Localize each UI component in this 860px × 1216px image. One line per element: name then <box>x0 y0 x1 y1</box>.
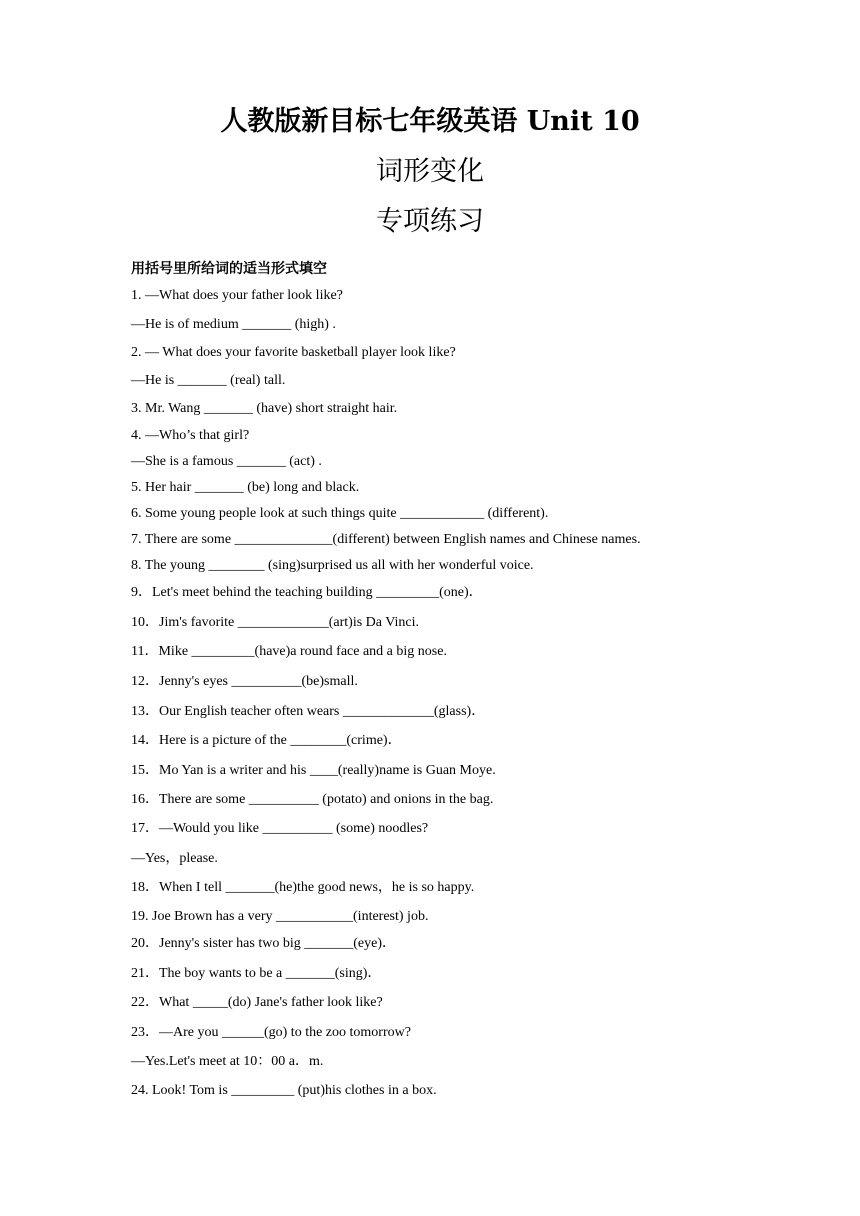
exercise-line: 12．Jenny's eyes __________(be)small. <box>131 674 358 689</box>
exercise-line: —He is _______ (real) tall. <box>131 373 286 388</box>
exercise-line: 2. — What does your favorite basketball player look like? <box>131 345 456 360</box>
exercise-line: 9．Let's meet behind the teaching building _________(one)． <box>131 585 483 600</box>
instruction: 用括号里所给词的适当形式填空 <box>131 261 327 277</box>
document-subtitle: 词形变化 <box>376 156 484 187</box>
exercise-line: 22．What _____(do) Jane's father look like? <box>131 995 383 1010</box>
exercise-line: 18．When I tell _______(he)the good news，he is so happy. <box>131 880 475 895</box>
exercise-line: 14．Here is a picture of the ________(crime)． <box>131 733 402 748</box>
exercise-line: —He is of medium _______ (high) . <box>131 317 336 332</box>
exercise-line: 11．Mike _________(have)a round face and a big nose. <box>131 644 447 659</box>
exercise-line: —Yes，please. <box>131 851 218 866</box>
exercise-line: 3. Mr. Wang _______ (have) short straight hair. <box>131 401 398 416</box>
exercise-line: 13．Our English teacher often wears _____________(glass)． <box>131 704 486 719</box>
exercise-line: 1. —What does your father look like? <box>131 288 343 303</box>
exercise-line: 20．Jenny's sister has two big _______(eye)． <box>131 936 396 951</box>
exercise-line: —She is a famous _______ (act) . <box>131 454 322 469</box>
exercise-line: 23．—Are you ______(go) to the zoo tomorrow? <box>131 1025 411 1040</box>
document-title: 人教版新目标七年级英语 Unit 10 <box>220 106 640 137</box>
exercise-line: 7. There are some ______________(different) between English names and Chinese names. <box>131 532 641 547</box>
exercise-line: 16．There are some __________ (potato) and onions in the bag. <box>131 792 494 807</box>
exercise-line: 24. Look! Tom is _________ (put)his clothes in a box. <box>131 1083 437 1098</box>
exercise-line: 4. —Who’s that girl? <box>131 428 250 443</box>
exercise-line: 8. The young ________ (sing)surprised us all with her wonderful voice. <box>131 558 534 573</box>
exercise-line: 17．—Would you like __________ (some) noodles? <box>131 821 429 836</box>
exercise-line: 10．Jim's favorite _____________(art)is Da Vinci. <box>131 615 419 630</box>
exercise-line: 19. Joe Brown has a very ___________(interest) job. <box>131 909 429 924</box>
document-subtitle-2: 专项练习 <box>376 206 484 237</box>
exercise-line: 6. Some young people look at such things quite ____________ (different). <box>131 506 549 521</box>
exercise-line: 21．The boy wants to be a _______(sing)． <box>131 966 382 981</box>
exercise-line: 5. Her hair _______ (be) long and black. <box>131 480 360 495</box>
exercise-line: 15．Mo Yan is a writer and his ____(really)name is Guan Moye. <box>131 763 496 778</box>
exercise-line: —Yes.Let's meet at 10：00 a．m. <box>131 1054 324 1069</box>
